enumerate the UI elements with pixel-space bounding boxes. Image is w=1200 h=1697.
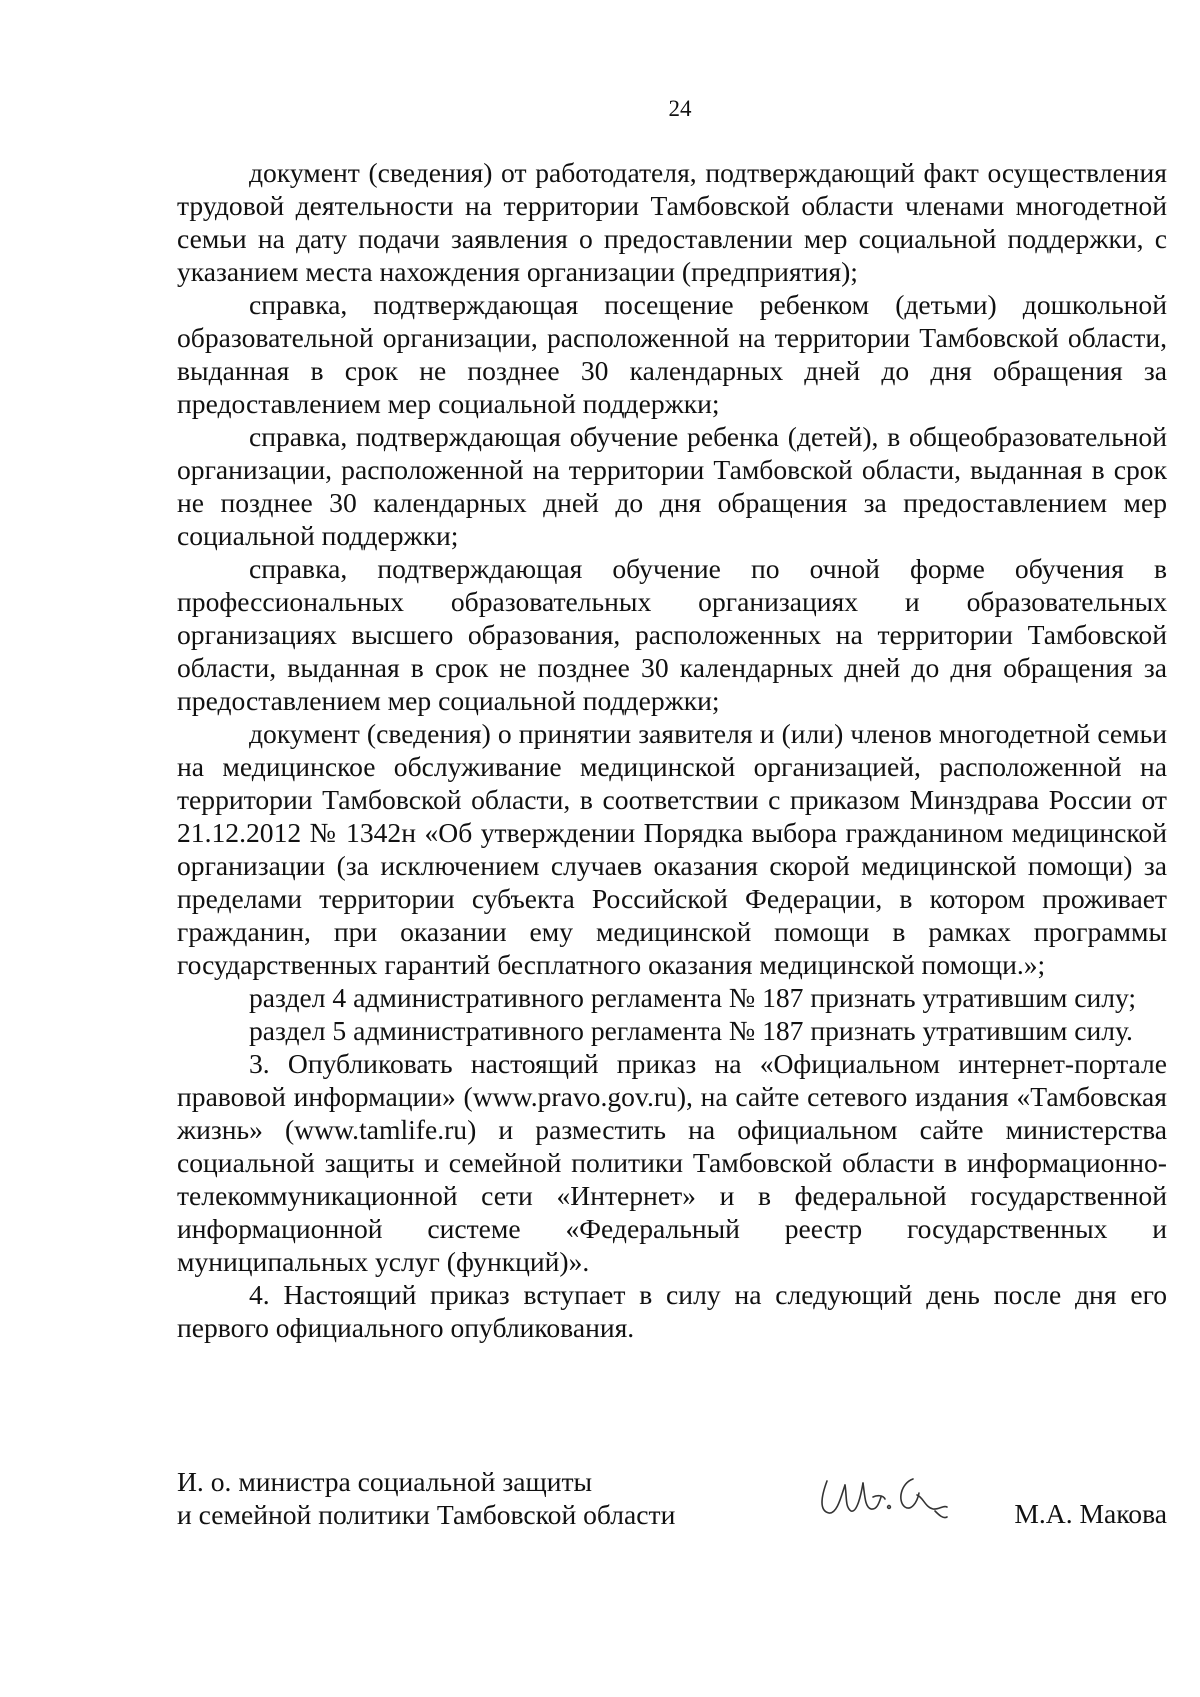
handwritten-signature bbox=[807, 1467, 957, 1527]
paragraph-section-4-repeal: раздел 4 административного регламента № 187 признать утратившим силу; bbox=[249, 982, 1137, 1013]
signatory-title-line-1: И. о. министра социальной защиты bbox=[177, 1466, 593, 1497]
paragraph-effective-date-clause: 4. Настоящий приказ вступает в силу на следующий день после дня его первого официального опубликования. bbox=[177, 1279, 1167, 1343]
signatory-name: М.А. Макова bbox=[1014, 1498, 1167, 1529]
paragraph-higher-education-certificate: справка, подтверждающая обучение по очной форме обучения в профессиональных образовательных организациях и образовательных организациях высшего образования, расположенных на территории Тамбовской области, выданная в срок не позднее 30 календарных дней до дня обращения за предоставлением мер социальной поддержки; bbox=[177, 553, 1167, 716]
paragraph-section-5-repeal: раздел 5 административного регламента № 187 признать утратившим силу. bbox=[249, 1015, 1133, 1046]
paragraph-school-certificate: справка, подтверждающая обучение ребенка (детей), в общеобразовательной организации, расположенной на территории Тамбовской области, выданная в срок не позднее 30 календарных дней до дня обращения за предоставлением мер социальной поддержки; bbox=[177, 421, 1167, 551]
signatory-title-line-2: и семейной политики Тамбовской области bbox=[177, 1499, 676, 1530]
paragraph-preschool-certificate: справка, подтверждающая посещение ребенком (детьми) дошкольной образовательной организации, расположенной на территории Тамбовской области, выданная в срок не позднее 30 календарных дней до дня обращения за предоставлением мер социальной поддержки; bbox=[177, 289, 1167, 419]
document-body bbox=[177, 156, 1167, 1344]
paragraph-publication-clause: 3. Опубликовать настоящий приказ на «Официальном интернет-портале правовой информации» (www.pravo.gov.ru), на сайте сетевого издания «Тамбовская жизнь» (www.tamlife.ru) и разместить на официальном сайте министерства социальной защиты и семейной политики Тамбовской области в информационно-телекоммуникационной сети «Интернет» и в федеральной государственной информационной системе «Федеральный реестр государственных и муниципальных услуг (функций)». bbox=[177, 1048, 1167, 1277]
page-number: 24 bbox=[668, 96, 692, 121]
paragraph-medical-document: документ (сведения) о принятии заявителя и (или) членов многодетной семьи на медицинское обслуживание медицинской организацией, расположенной на территории Тамбовской области, в соответствии с приказом Минздрава России от 21.12.2012 № 1342н «Об утверждении Порядка выбора гражданином медицинской организации (за исключением случаев оказания скорой медицинской помощи) за пределами территории субъекта Российской Федерации, в котором проживает гражданин, при оказании ему медицинской помощи в рамках программы государственных гарантий бесплатного оказания медицинской помощи.»; bbox=[177, 718, 1167, 980]
signatory-title bbox=[177, 1465, 737, 1531]
signature-block bbox=[177, 1465, 1167, 1531]
paragraph-employer-document: документ (сведения) от работодателя, подтверждающий факт осуществления трудовой деятельности на территории Тамбовской области членами многодетной семьи на дату подачи заявления о предоставлении мер социальной поддержки, с указанием места нахождения организации (предприятия); bbox=[177, 157, 1167, 287]
